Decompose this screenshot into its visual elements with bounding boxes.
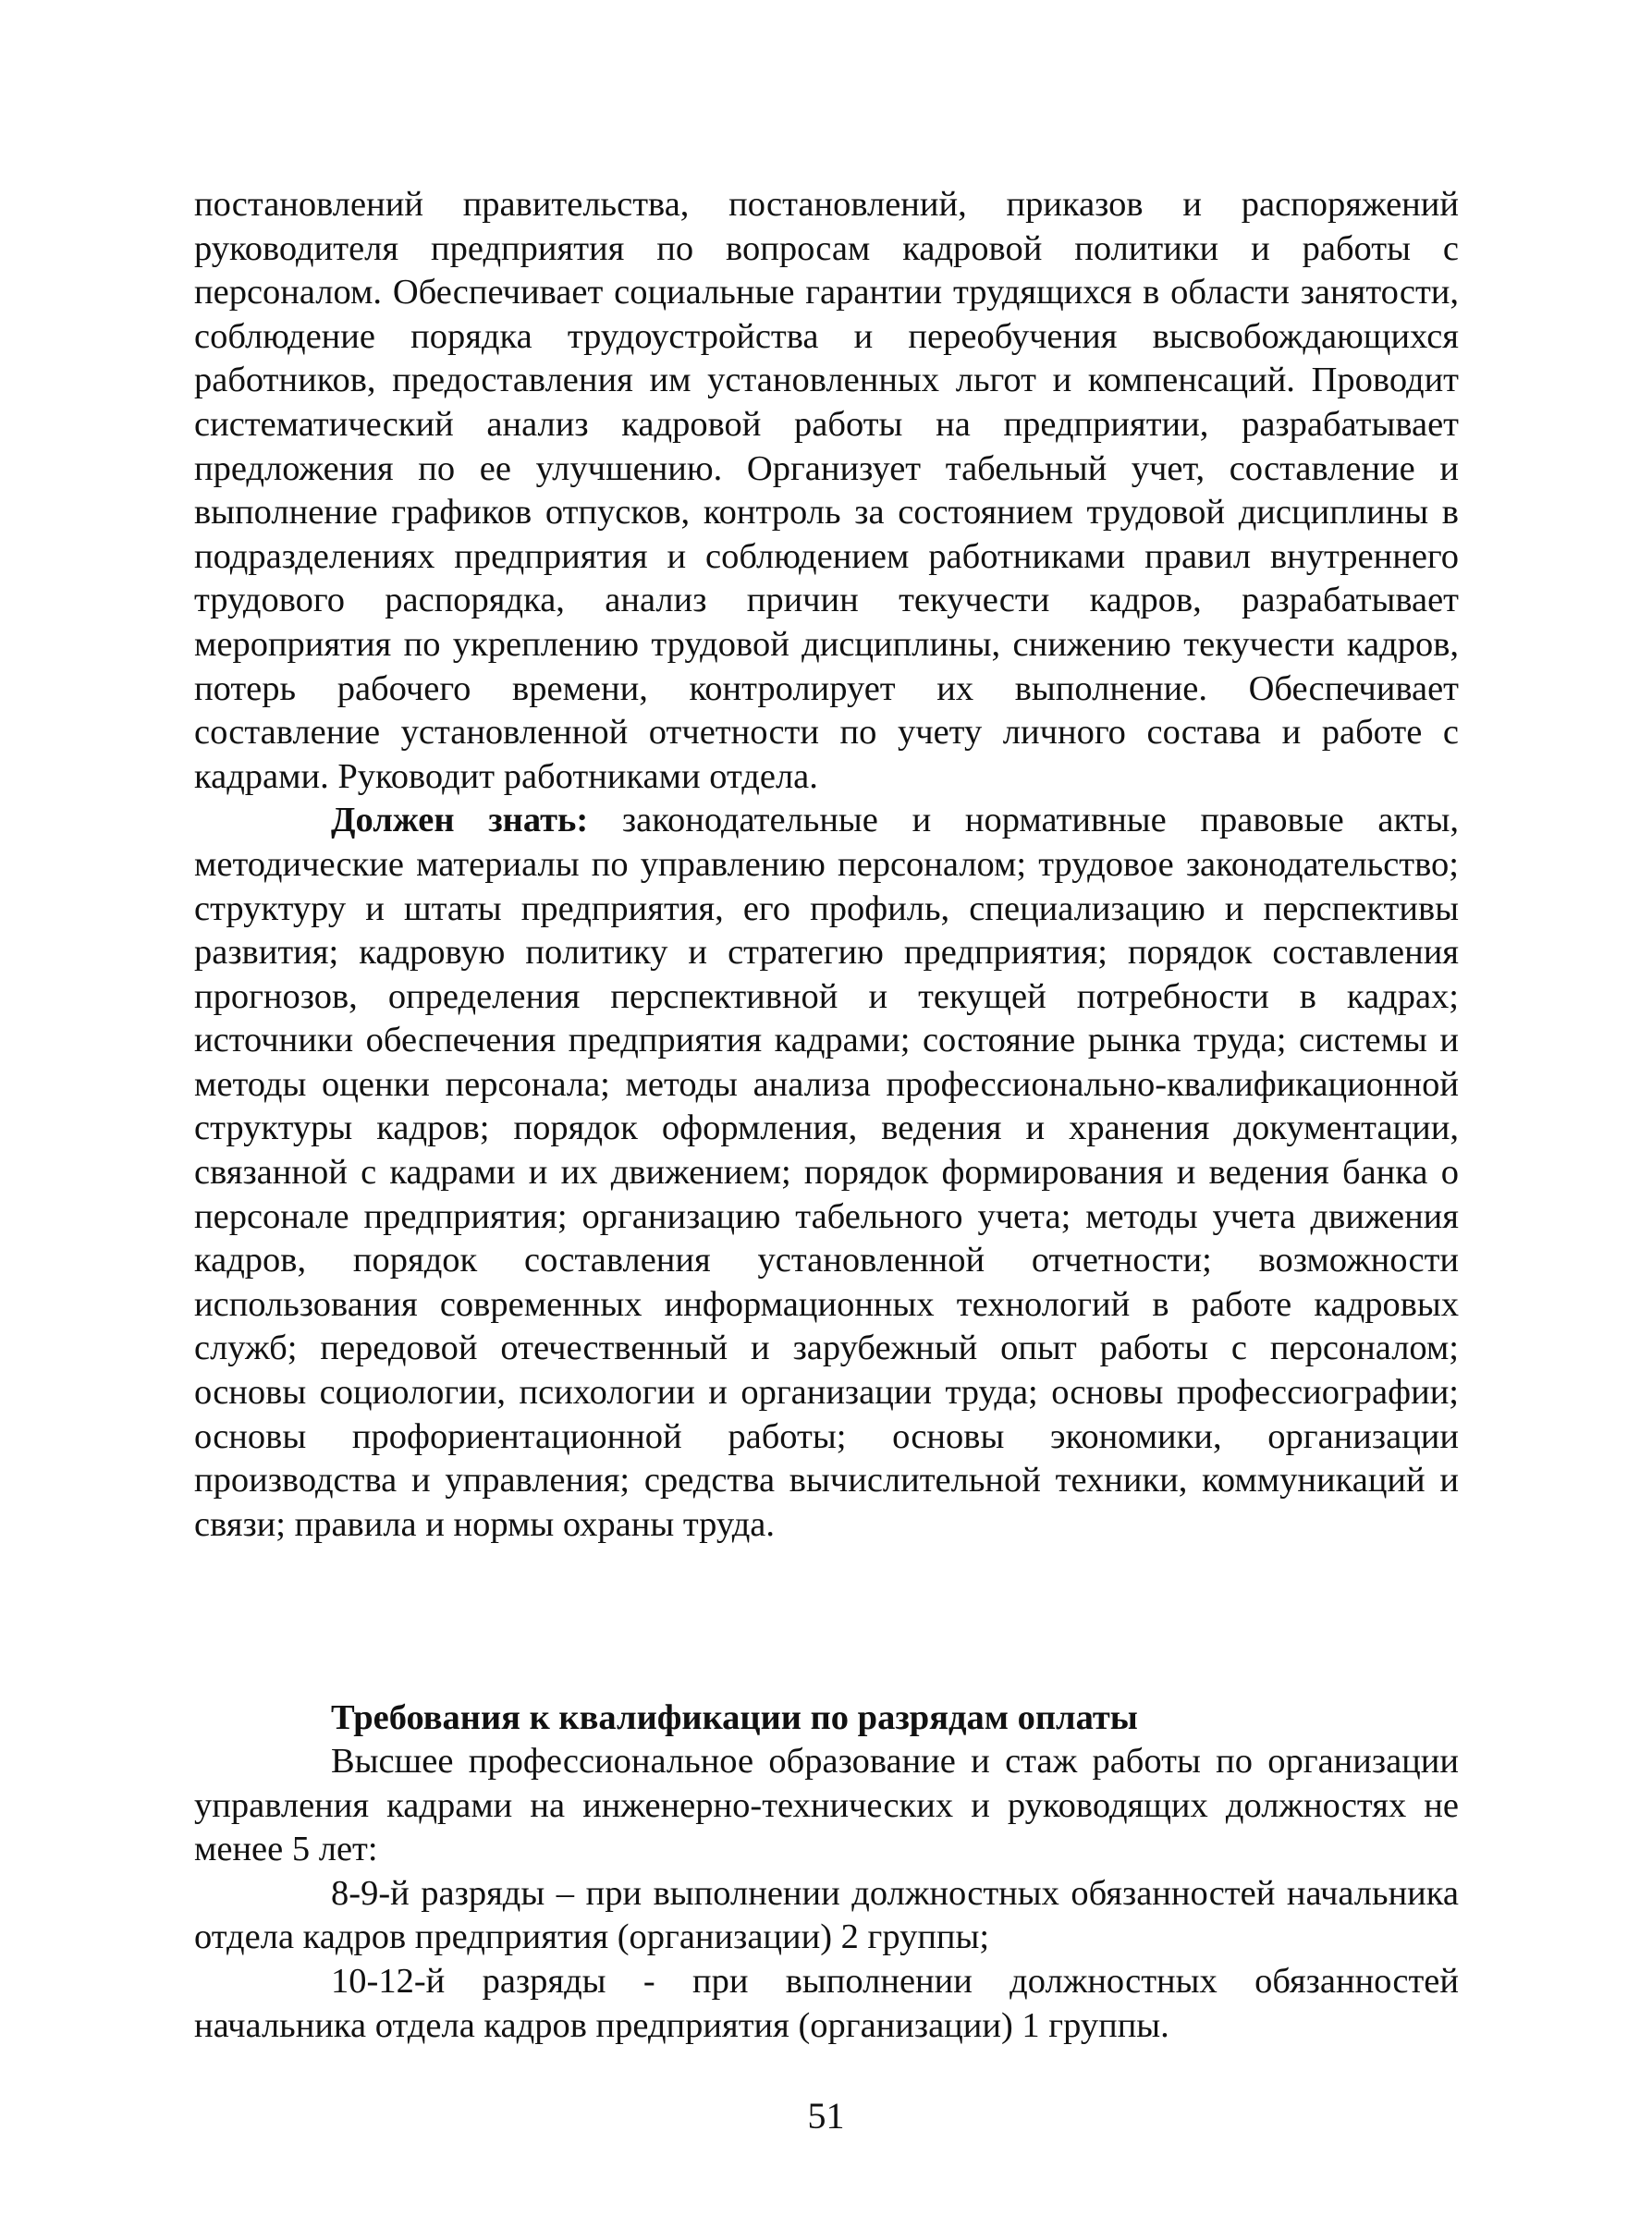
main-text-block [194, 183, 1459, 1547]
qualification-text-block [194, 1740, 1459, 2048]
grade-item: 10-12-й разряды - при выполнении должностных обязанностей начальника отдела кадров предприятия (организации) 1 группы. [194, 1961, 1459, 2045]
qualification-heading: Требования к квалификации по разрядам оплаты [331, 1698, 1138, 1737]
page-number: 51 [807, 2095, 845, 2137]
grade-item: 8-9-й разряды – при выполнении должностных обязанностей начальника отдела кадров предприятия (организации) 2 группы; [194, 1873, 1459, 1957]
must-know-label: Должен знать: [331, 801, 589, 840]
must-know-paragraph [194, 799, 1459, 1547]
qualification-intro: Высшее профессиональное образование и стаж работы по организации управления кадрами на инженерно-технических и руководящих должностях не менее 5 лет: [194, 1742, 1459, 1869]
duties-paragraph: постановлений правительства, постановлений, приказов и распоряжений руководителя предприятия по вопросам кадровой политики и работы с персоналом. Обеспечивает социальные гарантии трудящихся в области занятости, соблюдение порядка трудоустройства и переобучения высвобождающихся работников, предоставления им установленных льгот и компенсаций. Проводит систематический анализ кадровой работы на предприятии, разрабатывает предложения по ее улучшению. Организует табельный учет, составление и выполнение графиков отпусков, контроль за состоянием трудовой дисциплины в подразделениях предприятия и соблюдением работниками правил внутреннего трудового распорядка, анализ причин текучести кадров, разрабатывает мероприятия по укреплению трудовой дисциплины, снижению текучести кадров, потерь рабочего времени, контролирует их выполнение. Обеспечивает составление установленной отчетности по учету личного состава и работе с кадрами. Руководит работниками отдела. [194, 185, 1459, 796]
must-know-text: законодательные и нормативные правовые акты, методические материалы по управлению персоналом; трудовое законодательство; структуру и штаты предприятия, его профиль, специализацию и перспективы развития; кадровую политику и стратегию предприятия; порядок составления прогнозов, определения перспективной и текущей потребности в кадрах; источники обеспечения предприятия кадрами; состояние рынка труда; системы и методы оценки персонала; методы анализа профессионально-квалификационной структуры кадров; порядок оформления, ведения и хранения документации, связанной с кадрами и их движением; порядок формирования и ведения банка о персонале предприятия; организацию табельного учета; методы учета движения кадров, порядок составления установленной отчетности; возможности использования современных информационных технологий в работе кадровых служб; передовой отечественный и зарубежный опыт работы с персоналом; основы социологии, психологии и организации труда; основы профессиографии; основы профориентационной работы; основы экономики, организации производства и управления; средства вычислительной техники, коммуникаций и связи; правила и нормы охраны труда. [194, 801, 1459, 1544]
